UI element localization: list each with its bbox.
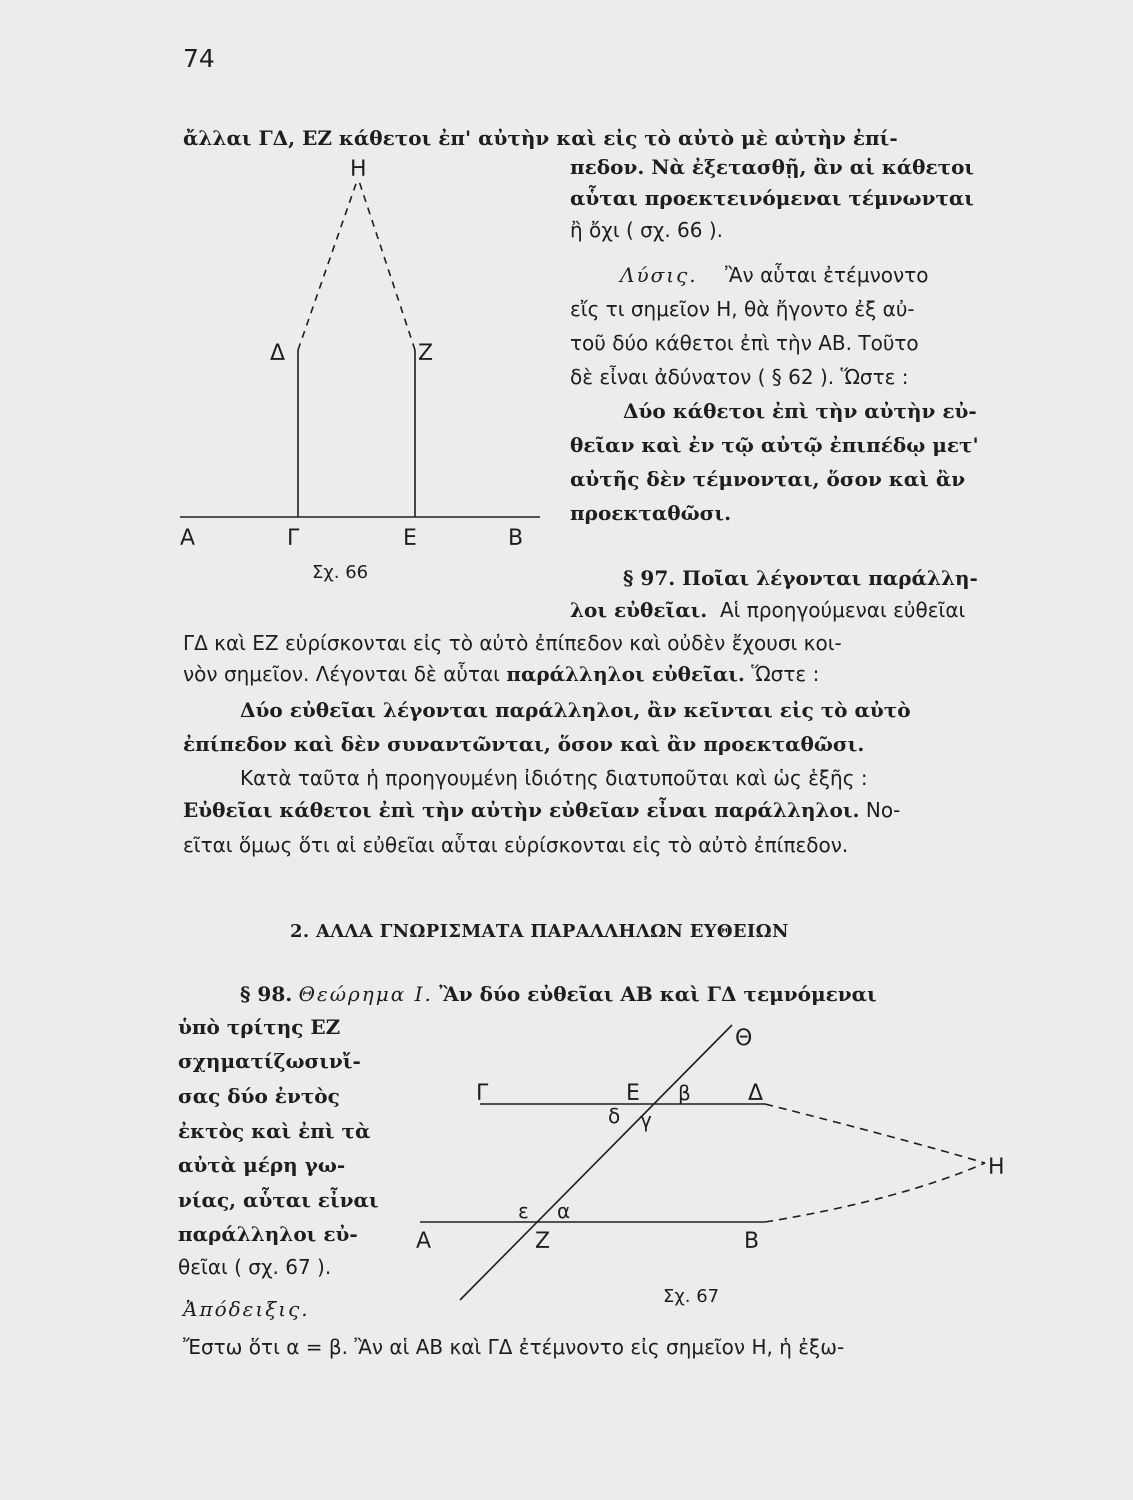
dashed-bh <box>765 1163 985 1222</box>
label-b: Β <box>744 1229 760 1254</box>
proof-label: Ἀπόδειξις. <box>183 1297 310 1321</box>
label-h: Η <box>350 157 367 182</box>
text-line: τοῦ δύο κάθετοι ἐπὶ τὴν ΑΒ. Τοῦτο <box>570 331 919 355</box>
section-97-title: § 97. Ποῖαι λέγονται παράλλη- <box>623 566 978 590</box>
page-number: 74 <box>183 44 215 73</box>
section-heading: 2. ΑΛΛΑ ΓΝΩΡΙΣΜΑΤΑ ΠΑΡΑΛΛΗΛΩΝ ΕΥΘΕΙΩΝ <box>290 921 789 942</box>
label-h: Η <box>988 1155 1005 1180</box>
text-line: ἄλλαι ΓΔ, ΕΖ κάθετοι ἐπ' αὐτὴν καὶ εἰς τὸ αὐτὸ μὲ αὐτὴν ἐπί- <box>183 126 898 150</box>
text-line: εἴς τι σημεῖον Η, θὰ ἤγοντο ἐξ αὐ- <box>570 297 915 321</box>
transversal-ez <box>460 1025 732 1300</box>
theorem-label: Θεώρημα Ι. <box>298 982 433 1006</box>
definition-line: ἐπίπεδον καὶ δὲν συναντῶνται, ὅσον καὶ ἂν προεκταθῶσι. <box>183 732 865 756</box>
angle-gamma: γ <box>640 1108 652 1132</box>
text-line: Κατὰ ταῦτα ἡ προηγουμένη ἰδιότης διατυποῦται καὶ ὡς ἑξῆς : <box>240 766 868 790</box>
theorem-line: αὐτῆς δὲν τέμνονται, ὅσον καὶ ἂν <box>570 467 966 491</box>
label-d: Δ <box>748 1081 764 1106</box>
section-98-number: § 98. <box>240 982 293 1006</box>
theorem-line: θεῖαι ( σχ. 67 ). <box>178 1255 332 1279</box>
term-parallel: παράλληλοι εὐθεῖαι. <box>506 662 745 686</box>
text-span: Ὥστε : <box>751 662 820 686</box>
label-a: Α <box>180 526 196 551</box>
label-d: Δ <box>270 341 286 366</box>
label-b: Β <box>508 526 524 551</box>
theorem-line: παράλληλοι εὐ- <box>178 1222 358 1246</box>
dashed-dh <box>298 178 358 350</box>
label-z: Ζ <box>418 341 434 366</box>
theorem-line: θεῖαν καὶ ἐν τῷ αὐτῷ ἐπιπέδῳ μετ' <box>570 433 979 457</box>
theorem-line: σχηματίζωσινἴ- <box>178 1049 361 1073</box>
theorem-line: αὐτὰ μέρη γω- <box>178 1153 346 1177</box>
theorem-line: νίας, αὗται εἶναι <box>178 1188 379 1212</box>
angle-alpha: α <box>557 1199 571 1223</box>
label-a: Α <box>416 1229 432 1254</box>
dashed-zh <box>358 178 415 350</box>
text-line: εῖται ὅμως ὅτι αἱ εὐθεῖαι αὗται εὑρίσκονται εἰς τὸ αὐτὸ ἐπίπεδον. <box>183 833 849 857</box>
theorem-span: Εὐθεῖαι κάθετοι ἐπὶ τὴν αὐτὴν εὐθεῖαν εἶναι παράλληλοι. <box>183 798 860 822</box>
text-line: Ἔστω ὅτι α = β. Ἂν αἱ ΑΒ καὶ ΓΔ ἐτέμνοντο εἰς σημεῖον Η, ἡ ἐξω- <box>183 1335 845 1359</box>
theorem-line: προεκταθῶσι. <box>570 501 732 525</box>
label-e: Ε <box>626 1081 640 1106</box>
text-line: ἢ ὄχι ( σχ. 66 ). <box>570 218 724 242</box>
label-e: Ε <box>403 526 417 551</box>
angle-beta: β <box>678 1081 691 1105</box>
dashed-dh <box>765 1104 985 1163</box>
theorem-line: Δύο κάθετοι ἐπὶ τὴν αὐτὴν εὐ- <box>623 399 977 423</box>
text-line: ΓΔ καὶ ΕΖ εὑρίσκονται εἰς τὸ αὐτὸ ἐπίπεδον καὶ οὐδὲν ἔχουσι κοι- <box>183 631 842 655</box>
definition-line: Δύο εὐθεῖαι λέγονται παράλληλοι, ἂν κεῖνται εἰς τὸ αὐτὸ <box>240 698 911 722</box>
text-line: Ἂν αὗται ἐτέμνοντο <box>725 263 929 287</box>
label-z: Ζ <box>535 1229 551 1254</box>
solution-label: Λύσις. <box>620 263 698 287</box>
theorem-line: ὑπὸ τρίτης ΕΖ <box>178 1015 341 1039</box>
angle-epsilon: ε <box>518 1199 529 1223</box>
figure-67 <box>420 1025 985 1300</box>
text-span: Νο- <box>865 798 901 822</box>
section-97-title-cont: λοι εὐθεῖαι. <box>570 598 708 622</box>
label-g: Γ <box>287 526 300 551</box>
figure-66-caption: Σχ. 66 <box>312 562 369 583</box>
text-line: δὲ εἶναι ἀδύνατον ( § 62 ). Ὥστε : <box>570 365 909 389</box>
text-line: πεδον. Νὰ ἐξετασθῇ, ἂν αἱ κάθετοι <box>570 155 975 179</box>
text-line: αὗται προεκτεινόμεναι τέμνωνται <box>570 186 974 210</box>
text-span: νὸν σημεῖον. Λέγονται δὲ αὗται <box>183 662 500 686</box>
label-th: Θ <box>735 1026 753 1051</box>
theorem-line: ἐκτὸς καὶ ἐπὶ τὰ <box>178 1119 371 1143</box>
figure-66 <box>180 178 540 517</box>
theorem-text: Ἂν δύο εὐθεῖαι ΑΒ καὶ ΓΔ τεμνόμεναι <box>439 982 877 1006</box>
text-line: Αἱ προηγούμεναι εὐθεῖαι <box>720 598 966 622</box>
theorem-line: σας δύο ἐντὸς <box>178 1084 340 1108</box>
label-g: Γ <box>476 1081 489 1106</box>
angle-delta: δ <box>608 1104 621 1128</box>
figure-67-caption: Σχ. 67 <box>663 1286 720 1307</box>
